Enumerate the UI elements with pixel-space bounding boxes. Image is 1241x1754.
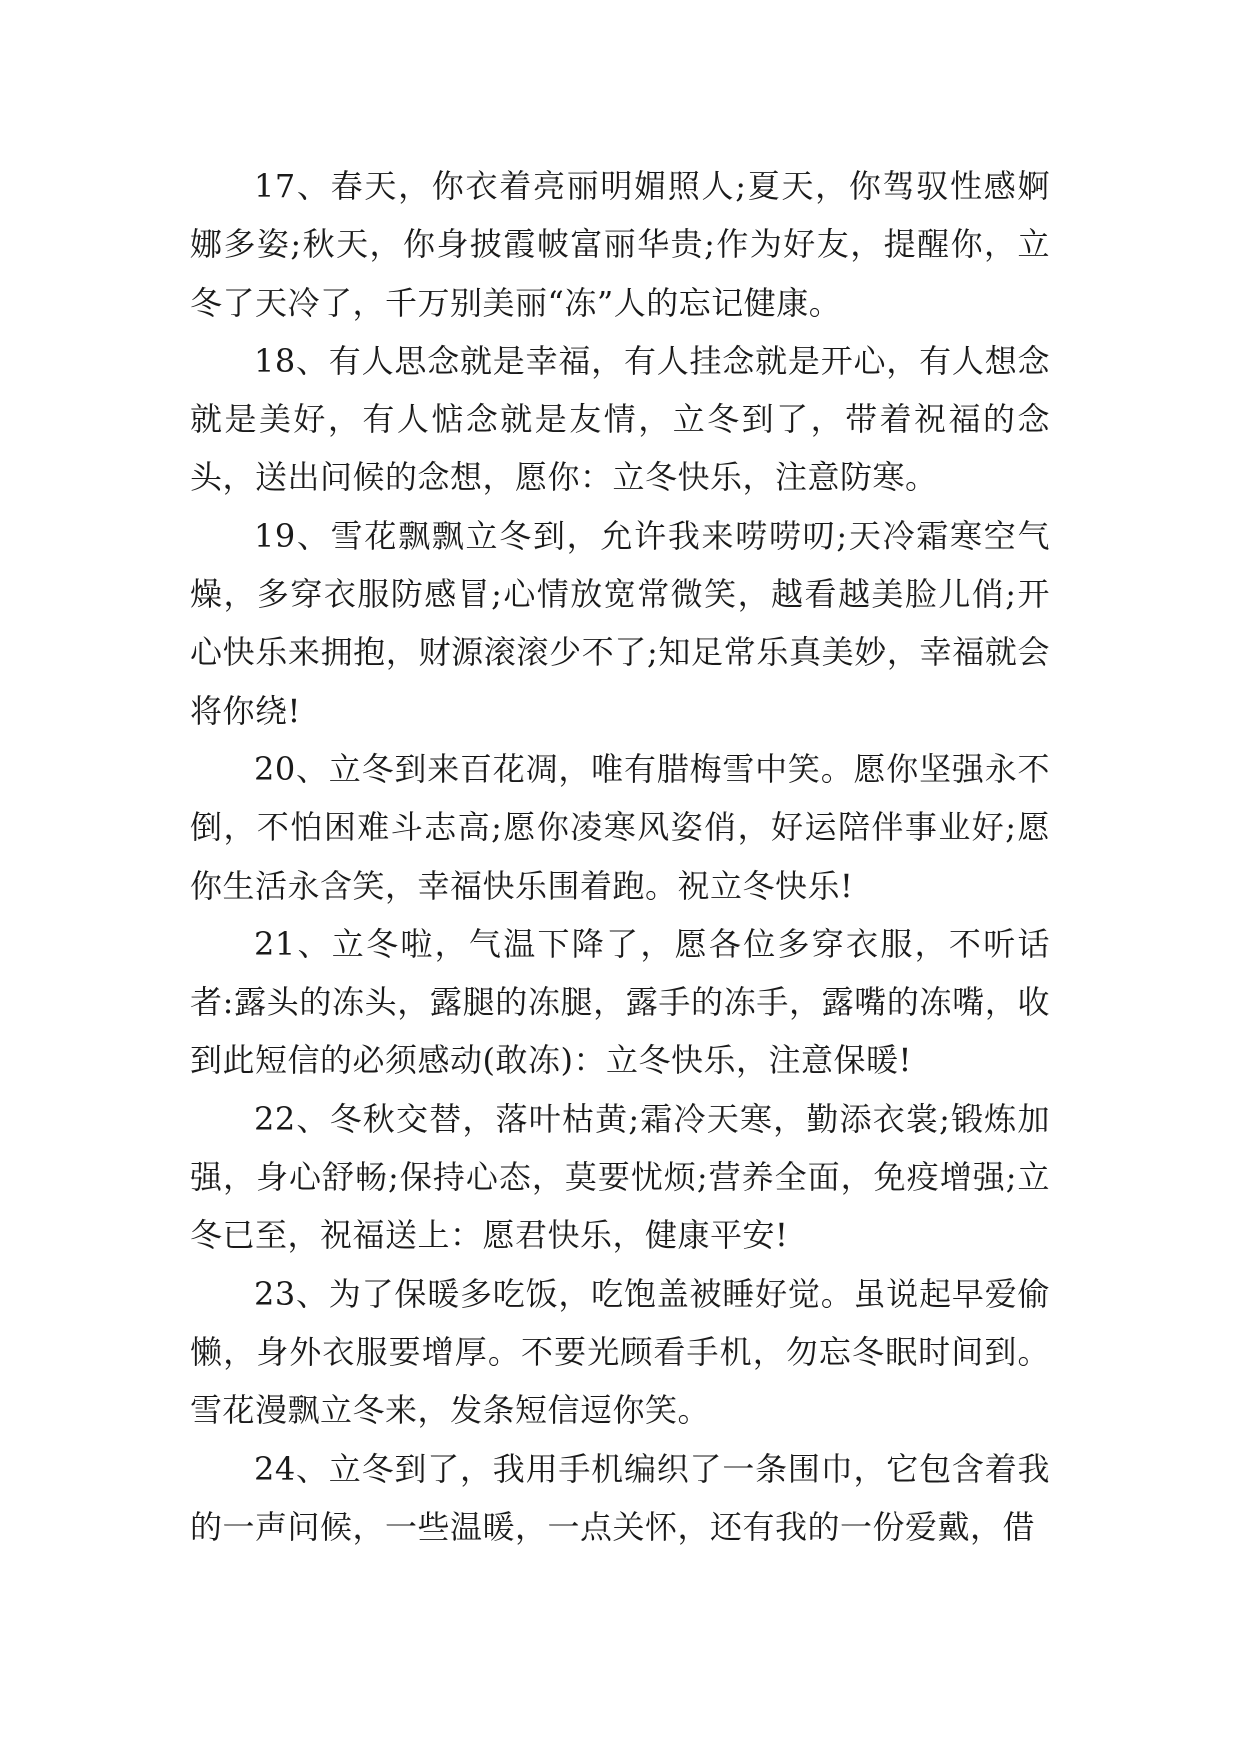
paragraph-22: 22、冬秋交替，落叶枯黄;霜冷天寒，勤添衣裳;锻炼加强，身心舒畅;保持心态，莫要忧烦;营养全面，免疫增强;立冬已至，祝福送上：愿君快乐，健康平安!: [190, 1099, 1050, 1255]
paragraph-17: 17、春天，你衣着亮丽明媚照人;夏天，你驾驭性感婀娜多姿;秋天，你身披霞帔富丽华贵;作为好友，提醒你，立冬了天冷了，千万别美丽“冻”人的忘记健康。: [190, 167, 1050, 322]
document-body: [190, 157, 1050, 1556]
paragraph-19: 19、雪花飘飘立冬到，允许我来唠唠叨;天冷霜寒空气燥，多穿衣服防感冒;心情放宽常微笑，越看越美脸儿俏;开心快乐来拥抱，财源滚滚少不了;知足常乐真美妙，幸福就会将你绕!: [190, 516, 1050, 730]
paragraph-24: 24、立冬到了，我用手机编织了一条围巾，它包含着我的一声问候，一些温暖，一点关怀，还有我的一份爱戴，借: [190, 1449, 1050, 1546]
paragraph-23: 23、为了保暖多吃饭，吃饱盖被睡好觉。虽说起早爱偷懒，身外衣服要增厚。不要光顾看手机，勿忘冬眠时间到。雪花漫飘立冬来，发条短信逗你笑。: [190, 1274, 1050, 1430]
paragraph-18: 18、有人思念就是幸福，有人挂念就是开心，有人想念就是美好，有人惦念就是友情，立冬到了，带着祝福的念头，送出问候的念想，愿你：立冬快乐，注意防寒。: [190, 341, 1050, 497]
paragraph-21: 21、立冬啦，气温下降了，愿各位多穿衣服，不听话者:露头的冻头，露腿的冻腿，露手的冻手，露嘴的冻嘴，收到此短信的必须感动(敢冻)：立冬快乐，注意保暖!: [190, 924, 1050, 1080]
paragraph-20: 20、立冬到来百花凋，唯有腊梅雪中笑。愿你坚强永不倒，不怕困难斗志高;愿你凌寒风姿俏，好运陪伴事业好;愿你生活永含笑，幸福快乐围着跑。祝立冬快乐!: [190, 749, 1050, 905]
